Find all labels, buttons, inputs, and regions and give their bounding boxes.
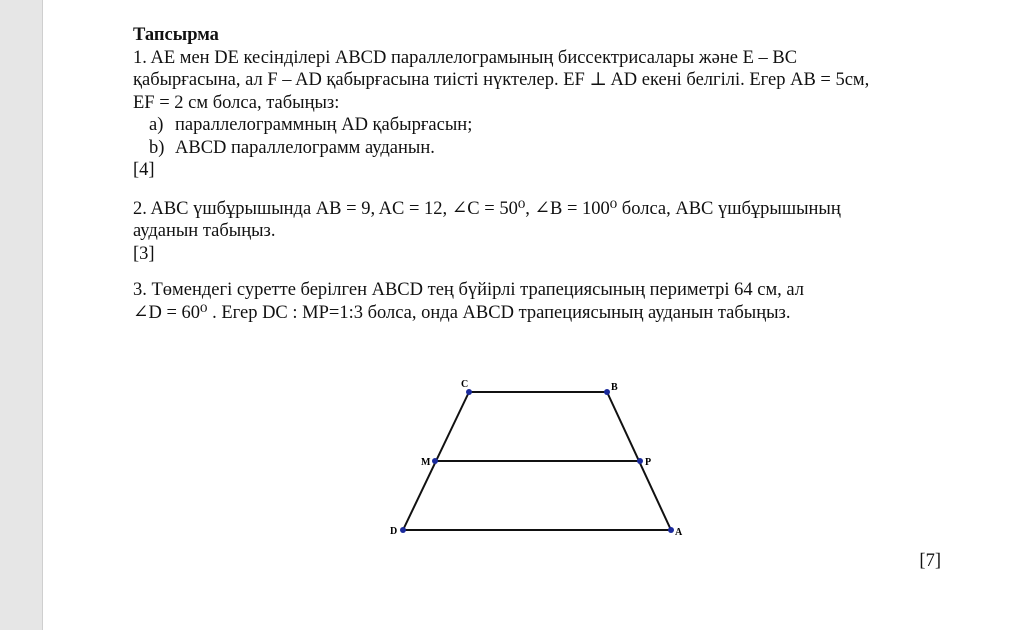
item-b-label: b) [149,137,165,158]
task-1-item-b [133,137,941,160]
task-1-line-2: қабырғасына, ал F – AD қабырғасына тиісті нүктелер. EF ⊥ AD екені белгілі. Егер AB = 5см, [133,70,870,90]
page-title: Тапсырма [133,25,219,45]
point-b [604,389,610,395]
label-m: M [421,457,431,468]
task-2-line-1: 2. ABC үшбұрышында AB = 9, AC = 12, ∠C = 50⁰, ∠B = 100⁰ болса, ABC үшбұрышының [133,198,841,219]
label-p: P [645,457,652,468]
point-d [400,527,406,533]
trapezoid-lines [403,392,671,530]
task-1 [133,47,941,182]
trapezoid-figure [379,374,699,544]
label-c: C [461,379,469,390]
task-3-line-2: ∠D = 60⁰ . Егер DC : MP=1:3 болса, онда ABCD трапециясының ауданын табыңыз. [133,302,791,323]
task-1-line-3: EF = 2 см болса, табыңыз: [133,92,340,113]
item-a-label: a) [149,115,164,135]
item-a-text: параллелограммның AD қабырғасын; [175,115,473,135]
task-3-line-1: 3. Төмендегі суретте берілген ABCD тең бүйірлі трапециясының периметрі 64 см, ал [133,280,805,300]
task-1-line-1: 1. AE мен DE кесінділері ABCD параллелограмының биссектрисалары және E – BC [133,47,798,68]
point-m [432,458,438,464]
task-1-item-a [133,114,941,137]
task-3-score: [7] [919,551,941,571]
document-page [42,0,1024,630]
point-p [637,458,643,464]
task-3 [133,279,941,324]
point-a [668,527,674,533]
label-b: B [611,382,618,393]
label-a: A [675,527,683,538]
item-b-text: ABCD параллелограмм ауданын. [175,137,435,158]
task-2 [133,198,941,266]
task-1-score: [4] [133,160,155,180]
task-2-line-2: ауданын табыңыз. [133,221,276,241]
label-d: D [390,526,398,537]
document-content [133,24,941,571]
task-2-score: [3] [133,243,155,264]
